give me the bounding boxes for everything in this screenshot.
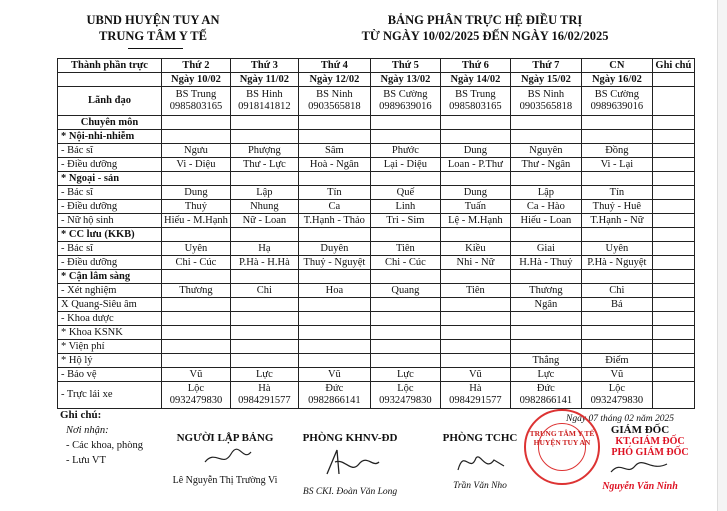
table-cell: Tri - Sim [370, 214, 440, 228]
leadership-cell [298, 87, 370, 116]
table-row [58, 270, 695, 284]
notes-cell [652, 87, 694, 116]
notes-cell [652, 284, 694, 298]
table-cell [230, 270, 298, 284]
row-label: * Khoa KSNK [58, 326, 162, 340]
table-cell: Thương [162, 284, 231, 298]
date-header: Ngày 15/02 [510, 73, 581, 87]
notes-block [60, 408, 143, 468]
table-row [58, 172, 695, 186]
table-cell [298, 172, 370, 186]
table-cell: Tuấn [440, 200, 510, 214]
notes-cell [652, 382, 694, 409]
blank-cell [230, 116, 298, 130]
leader-name: BS Ninh [316, 89, 353, 100]
table-cell: Bá [581, 298, 652, 312]
table-cell [162, 326, 231, 340]
table-cell [370, 298, 440, 312]
date-header: Ngày 16/02 [581, 73, 652, 87]
notes-cell [652, 186, 694, 200]
director-stamp-title: KT.GIÁM ĐỐC [615, 436, 685, 447]
row-label: - Bác sĩ [58, 186, 162, 200]
blank-cell [58, 73, 162, 87]
blank-cell [298, 116, 370, 130]
table-cell: Dung [440, 144, 510, 158]
table-cell: Nhung [230, 200, 298, 214]
blank-cell [440, 116, 510, 130]
date-header: Ngày 12/02 [298, 73, 370, 87]
notes-cell [652, 172, 694, 186]
table-cell: Uyên [162, 242, 231, 256]
notes-cell [652, 354, 694, 368]
notes-cell [652, 256, 694, 270]
table-cell: Lực [230, 368, 298, 382]
handwritten-signature [605, 458, 675, 478]
table-cell: Vũ [298, 368, 370, 382]
table-row [58, 368, 695, 382]
driver-phone: 0984291577 [238, 395, 291, 406]
notes-cell [652, 228, 694, 242]
table-cell: Thương [510, 284, 581, 298]
tchc-name: Trần Văn Nho [453, 481, 507, 491]
table-cell: Kiều [440, 242, 510, 256]
table-cell: Lực [370, 368, 440, 382]
row-label: - Nữ hộ sinh [58, 214, 162, 228]
table-cell [510, 340, 581, 354]
organization-header [58, 12, 248, 44]
table-cell: Thuỷ - Nguyệt [298, 256, 370, 270]
notes-cell [652, 312, 694, 326]
table-cell [230, 130, 298, 144]
leadership-cell [162, 87, 231, 116]
org-line-2: TRUNG TÂM Y TẾ [98, 29, 207, 43]
date-header: Ngày 13/02 [370, 73, 440, 87]
table-cell [298, 354, 370, 368]
table-cell: Lại - Diệu [370, 158, 440, 172]
table-cell: Quang [370, 284, 440, 298]
blank-cell [581, 116, 652, 130]
deputy-title: PHÓ GIÁM ĐỐC [611, 447, 689, 458]
table-cell [298, 326, 370, 340]
notes-cell [652, 340, 694, 354]
notes-cell [652, 130, 694, 144]
leader-name: BS Cường [383, 89, 428, 100]
table-cell [230, 312, 298, 326]
leader-phone: 0989639016 [379, 101, 432, 112]
recipients-label: Nơi nhận: [66, 425, 109, 436]
row-label: * Ngoại - sản [58, 172, 162, 186]
table-cell [162, 354, 231, 368]
row-label: - Bác sĩ [58, 144, 162, 158]
table-cell: Phượng [230, 144, 298, 158]
table-cell [298, 312, 370, 326]
khnv-signature [290, 432, 410, 497]
day-header: Thứ 7 [510, 59, 581, 73]
table-cell: Duyên [298, 242, 370, 256]
table-cell [230, 172, 298, 186]
table-cell: Lệ - M.Hạnh [440, 214, 510, 228]
table-cell: Linh [370, 200, 440, 214]
table-cell: Thư - Lực [230, 158, 298, 172]
leader-name: BS Cường [594, 89, 639, 100]
table-row [58, 242, 695, 256]
driver-phone: 0932479830 [590, 395, 644, 406]
leadership-cell [581, 87, 652, 116]
table-row [58, 354, 695, 368]
tchc-signature [430, 432, 530, 491]
table-cell [162, 172, 231, 186]
row-label: * Hộ lý [58, 354, 162, 368]
leader-phone: 0903565818 [519, 101, 573, 112]
table-cell [230, 326, 298, 340]
table-cell [581, 340, 652, 354]
table-row [58, 130, 695, 144]
table-cell: P.Hà - Nguyệt [581, 256, 652, 270]
driver-name: Lộc [187, 383, 205, 394]
notes-cell [652, 326, 694, 340]
table-cell: Nguyên [510, 144, 581, 158]
table-cell: Sâm [298, 144, 370, 158]
day-header: Thứ 2 [162, 59, 231, 73]
table-cell [510, 312, 581, 326]
driver-phone: 0984291577 [449, 395, 502, 406]
khnv-name: BS CKI. Đoàn Văn Long [302, 487, 398, 497]
handwritten-signature [195, 444, 255, 472]
table-cell: Chi [230, 284, 298, 298]
title-line-2: TỪ NGÀY 10/02/2025 ĐẾN NGÀY 16/02/2025 [361, 29, 609, 43]
notes-cell [652, 144, 694, 158]
header-row-days [58, 59, 695, 73]
table-row [58, 256, 695, 270]
table-cell: Ca [298, 200, 370, 214]
driver-phone: 0982866141 [308, 395, 361, 406]
leader-name: BS Trung [455, 89, 496, 100]
table-cell: Vũ [440, 368, 510, 382]
leader-name: BS Hinh [246, 89, 283, 100]
table-cell: Chi [581, 284, 652, 298]
table-row [58, 298, 695, 312]
driver-cell [510, 382, 581, 409]
table-row [58, 312, 695, 326]
recipient-item: - Các khoa, phòng [66, 440, 143, 451]
table-cell: Quế [370, 186, 440, 200]
table-cell [162, 340, 231, 354]
table-cell: Hoà - Ngân [298, 158, 370, 172]
row-label: - Xét nghiệm [58, 284, 162, 298]
day-header: Thứ 6 [440, 59, 510, 73]
driver-name: Hà [469, 383, 482, 394]
table-cell: Tiên [440, 284, 510, 298]
row-label-driver: - Trực lái xe [58, 382, 162, 409]
table-cell [162, 130, 231, 144]
duty-schedule-table [57, 58, 695, 409]
driver-cell [370, 382, 440, 409]
table-cell [162, 270, 231, 284]
handwritten-signature [315, 444, 385, 484]
table-cell: Thuỷ [162, 200, 231, 214]
driver-row [58, 382, 695, 409]
table-cell: Hiếu - Loan [510, 214, 581, 228]
driver-name: Lộc [608, 383, 626, 394]
table-cell: Hiếu - M.Hạnh [162, 214, 231, 228]
row-label: * CC lưu (KKB) [58, 228, 162, 242]
table-cell: Thư - Ngân [510, 158, 581, 172]
leadership-cell [510, 87, 581, 116]
day-header: Thứ 3 [230, 59, 298, 73]
table-row [58, 284, 695, 298]
table-cell [298, 340, 370, 354]
row-label: - Điều dưỡng [58, 158, 162, 172]
preparer-title: NGƯỜI LẬP BẢNG [176, 432, 274, 444]
date-header: Ngày 11/02 [230, 73, 298, 87]
table-cell: T.Hạnh - Nữ [581, 214, 652, 228]
table-cell: Chi - Cúc [370, 256, 440, 270]
driver-phone: 0982866141 [519, 395, 573, 406]
table-cell: Tín [581, 186, 652, 200]
table-cell: Tín [298, 186, 370, 200]
table-cell: Vũ [581, 368, 652, 382]
preparer-signature [160, 432, 290, 486]
table-cell [440, 270, 510, 284]
section-row [58, 116, 695, 130]
blank-cell [652, 116, 694, 130]
driver-name: Đức [325, 383, 344, 394]
table-cell: Dung [162, 186, 231, 200]
table-cell [370, 312, 440, 326]
table-cell [440, 326, 510, 340]
date-line: Ngày 07 tháng 02 năm 2025 [566, 414, 674, 424]
table-cell: Nữ - Loan [230, 214, 298, 228]
scan-edge [717, 0, 727, 511]
driver-phone: 0932479830 [379, 395, 432, 406]
table-cell [230, 228, 298, 242]
notes-cell [652, 242, 694, 256]
table-cell: H.Hà - Thuỷ [510, 256, 581, 270]
table-cell [510, 130, 581, 144]
table-row [58, 340, 695, 354]
table-cell: Vi - Diệu [162, 158, 231, 172]
row-label: * Nội-nhi-nhiễm [58, 130, 162, 144]
tchc-title: PHÒNG TCHC [442, 432, 518, 444]
table-cell [370, 340, 440, 354]
notes-cell [652, 200, 694, 214]
title-line-1: BẢNG PHÂN TRỰC HỆ ĐIỀU TRỊ [387, 13, 583, 27]
table-cell [162, 312, 231, 326]
blank-cell [510, 116, 581, 130]
driver-cell [440, 382, 510, 409]
khnv-title: PHÒNG KHNV-ĐD [302, 432, 398, 444]
table-cell [510, 326, 581, 340]
table-row [58, 158, 695, 172]
row-label: X Quang-Siêu âm [58, 298, 162, 312]
row-label: - Điều dưỡng [58, 256, 162, 270]
blank-cell [162, 116, 231, 130]
notes-cell [652, 270, 694, 284]
table-cell: P.Hà - H.Hà [230, 256, 298, 270]
document-title [320, 12, 650, 44]
table-cell: Vũ [162, 368, 231, 382]
stamp-text: TRUNG TÂM Y TẾ HUYỆN TUY AN [529, 429, 595, 447]
leader-phone: 0985803165 [169, 101, 223, 112]
leadership-row [58, 87, 695, 116]
day-header: CN [581, 59, 652, 73]
table-cell: Hoa [298, 284, 370, 298]
table-cell [581, 228, 652, 242]
day-header: Thứ 5 [370, 59, 440, 73]
column-header-duty: Thành phần trực [58, 59, 162, 73]
table-cell [581, 326, 652, 340]
row-label: - Điều dưỡng [58, 200, 162, 214]
driver-name: Lộc [397, 383, 414, 394]
leadership-cell [230, 87, 298, 116]
table-cell: Chi - Cúc [162, 256, 231, 270]
table-cell: Loan - P.Thư [440, 158, 510, 172]
row-label: - Khoa dược [58, 312, 162, 326]
table-cell: Ngưu [162, 144, 231, 158]
leader-name: BS Ninh [527, 89, 565, 100]
leader-phone: 0985803165 [449, 101, 502, 112]
director-name: Nguyễn Văn Ninh [602, 481, 678, 492]
table-cell [440, 340, 510, 354]
table-cell [370, 270, 440, 284]
table-cell [581, 312, 652, 326]
date-header: Ngày 10/02 [162, 73, 231, 87]
table-cell: Hạ [230, 242, 298, 256]
driver-phone: 0932479830 [169, 395, 223, 406]
leadership-cell [440, 87, 510, 116]
table-cell [298, 130, 370, 144]
table-cell [440, 172, 510, 186]
table-cell: Vi - Lại [581, 158, 652, 172]
table-cell [440, 130, 510, 144]
leader-phone: 0903565818 [308, 101, 361, 112]
preparer-name: Lê Nguyễn Thị Trường Vi [172, 475, 278, 486]
table-cell: Thắng [510, 354, 581, 368]
leader-phone: 0989639016 [590, 101, 644, 112]
blank-cell [370, 116, 440, 130]
row-label-leadership: Lãnh đạo [58, 87, 162, 116]
table-cell [298, 298, 370, 312]
table-cell [230, 340, 298, 354]
table-cell [440, 354, 510, 368]
row-label: - Bác sĩ [58, 242, 162, 256]
table-cell [162, 298, 231, 312]
table-cell [230, 354, 298, 368]
table-cell [162, 228, 231, 242]
table-cell: Thuỷ - Huê [581, 200, 652, 214]
header-underline [128, 48, 183, 49]
table-cell [581, 270, 652, 284]
leader-phone: 0918141812 [238, 101, 291, 112]
director-title: GIÁM ĐỐC [610, 424, 670, 436]
table-cell [510, 228, 581, 242]
table-cell [510, 270, 581, 284]
recipient-item: - Lưu VT [66, 455, 106, 466]
table-cell: T.Hạnh - Thảo [298, 214, 370, 228]
table-cell [440, 228, 510, 242]
table-cell: Ngân [510, 298, 581, 312]
table-cell [440, 298, 510, 312]
notes-cell [652, 214, 694, 228]
driver-name: Hà [258, 383, 271, 394]
org-line-1: UBND HUYỆN TUY AN [86, 13, 220, 27]
table-cell [581, 130, 652, 144]
table-cell: Lập [510, 186, 581, 200]
table-cell [298, 270, 370, 284]
table-row [58, 214, 695, 228]
table-cell: Uyên [581, 242, 652, 256]
notes-cell [652, 298, 694, 312]
driver-cell [230, 382, 298, 409]
section-label: Chuyên môn [58, 116, 162, 130]
notes-title: Ghi chú: [60, 409, 102, 421]
notes-cell [652, 158, 694, 172]
table-cell: Giai [510, 242, 581, 256]
table-cell: Dung [440, 186, 510, 200]
driver-cell [581, 382, 652, 409]
row-label: - Bảo vệ [58, 368, 162, 382]
official-stamp [524, 409, 600, 485]
table-cell [298, 228, 370, 242]
table-cell: Lực [510, 368, 581, 382]
table-cell: Ca - Hào [510, 200, 581, 214]
table-cell: Điểm [581, 354, 652, 368]
table-row [58, 186, 695, 200]
handwritten-signature [450, 444, 510, 478]
table-cell: Phước [370, 144, 440, 158]
table-row [58, 144, 695, 158]
column-header-notes: Ghi chú [652, 59, 694, 73]
table-cell [370, 326, 440, 340]
row-label: * Viện phí [58, 340, 162, 354]
day-header: Thứ 4 [298, 59, 370, 73]
table-cell [370, 172, 440, 186]
table-cell [370, 130, 440, 144]
table-cell [440, 312, 510, 326]
table-row [58, 200, 695, 214]
driver-cell [298, 382, 370, 409]
table-row [58, 326, 695, 340]
table-cell: Nhi - Nữ [440, 256, 510, 270]
driver-name: Đức [536, 383, 555, 394]
leader-name: BS Trung [175, 89, 217, 100]
driver-cell [162, 382, 231, 409]
table-cell [370, 354, 440, 368]
row-label: * Cận lâm sàng [58, 270, 162, 284]
table-cell [581, 172, 652, 186]
table-cell: Đồng [581, 144, 652, 158]
table-cell [510, 172, 581, 186]
blank-cell [652, 73, 694, 87]
header-row-dates [58, 73, 695, 87]
notes-cell [652, 368, 694, 382]
table-cell: Lập [230, 186, 298, 200]
table-cell [370, 228, 440, 242]
table-cell: Tiên [370, 242, 440, 256]
table-cell [230, 298, 298, 312]
leadership-cell [370, 87, 440, 116]
table-row [58, 228, 695, 242]
date-header: Ngày 14/02 [440, 73, 510, 87]
